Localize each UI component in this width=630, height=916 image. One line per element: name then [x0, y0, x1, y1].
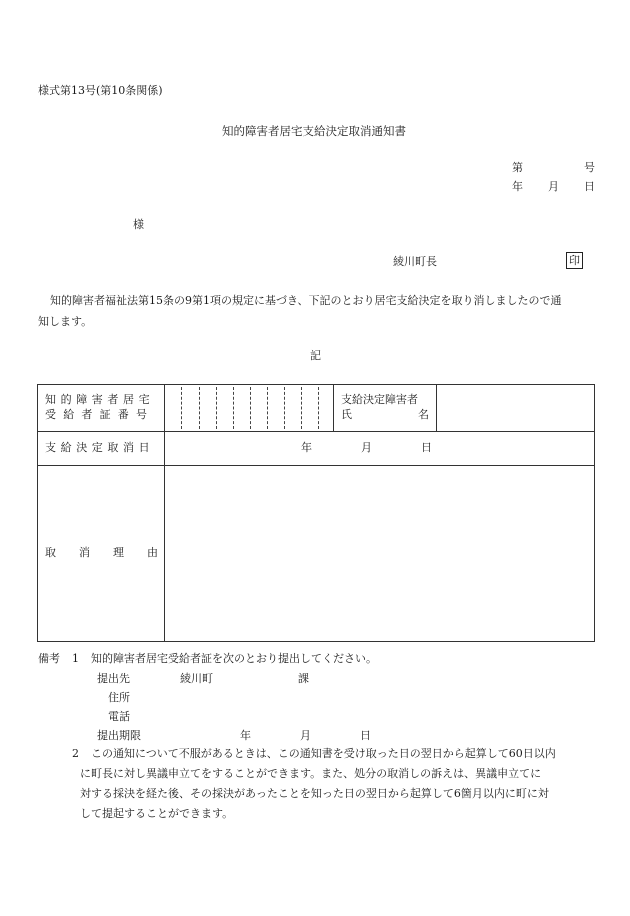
- address-label: 住所: [108, 691, 130, 704]
- revocation-reason-label: 取消理由: [45, 546, 181, 559]
- deadline-label: 提出期限: [97, 729, 141, 742]
- digit-divider: [199, 387, 200, 429]
- note-2-line4: して提起することができます。: [80, 807, 234, 820]
- issuer-name: 綾川町長: [393, 255, 437, 268]
- phone-label: 電話: [108, 710, 130, 723]
- doc-number-suffix: 号: [584, 161, 595, 174]
- digit-divider: [181, 387, 182, 429]
- form-number: 様式第13号(第10条関係): [38, 84, 163, 97]
- revocation-date-month: 月: [361, 441, 372, 454]
- document-title: 知的障害者居宅支給決定取消通知書: [222, 124, 406, 138]
- deadline-month: 月: [300, 729, 311, 742]
- digit-divider: [216, 387, 217, 429]
- seal-mark: 印: [566, 252, 583, 269]
- date-day: 日: [584, 180, 595, 193]
- revocation-date-label: 支給決定取消日: [45, 441, 155, 454]
- holder-label-line1: 支給決定障害者: [341, 393, 418, 406]
- note-2-line1: この通知について不服があるときは、この通知書を受け取った日の翌日から起算して60日以内: [91, 747, 556, 760]
- note-2-line2: に町長に対し異議申立てをすることができます。また、処分の取消しの訴えは、異議申立てに: [80, 767, 542, 780]
- certificate-number-label-line2: 受給者証番号: [45, 408, 155, 421]
- note-1-text: 知的障害者居宅受給者証を次のとおり提出してください。: [91, 652, 377, 665]
- date-month: 月: [548, 180, 559, 193]
- digit-divider: [250, 387, 251, 429]
- ki-heading: 記: [310, 349, 321, 362]
- table-row-divider: [38, 431, 594, 432]
- revocation-date-day: 日: [421, 441, 432, 454]
- body-text-line2: 知します。: [38, 315, 93, 328]
- deadline-day: 日: [360, 729, 371, 742]
- note-2-number: 2: [72, 747, 79, 760]
- date-year: 年: [512, 180, 523, 193]
- holder-label-line2: [341, 408, 429, 422]
- digit-divider: [267, 387, 268, 429]
- holder-label-char: 名: [418, 408, 429, 421]
- submit-to-label: 提出先: [97, 672, 130, 685]
- digit-divider: [233, 387, 234, 429]
- digit-divider: [318, 387, 319, 429]
- submit-to-section: 課: [298, 672, 309, 685]
- submit-to-town: 綾川町: [180, 672, 213, 685]
- doc-number-prefix: 第: [512, 161, 523, 174]
- digit-divider: [284, 387, 285, 429]
- digit-divider: [301, 387, 302, 429]
- revocation-date-year: 年: [301, 441, 312, 454]
- body-text-line1: 知的障害者福祉法第15条の9第1項の規定に基づき、下記のとおり居宅支給決定を取り消しましたので通: [50, 294, 562, 307]
- table-column-divider: [333, 385, 334, 431]
- notes-heading: 備考: [38, 652, 60, 665]
- certificate-number-label-line1: 知的障害者居宅: [45, 393, 155, 406]
- deadline-year: 年: [240, 729, 251, 742]
- table-column-divider: [436, 385, 437, 431]
- table-row-divider: [38, 465, 594, 466]
- note-1-number: 1: [72, 652, 79, 665]
- table-label-column-divider: [164, 385, 165, 641]
- holder-label-char: 氏: [341, 408, 352, 421]
- info-table: [37, 384, 595, 642]
- addressee-suffix: 様: [133, 218, 144, 231]
- note-2-line3: 対する採決を経た後、その採決があったことを知った日の翌日から起算して6箇月以内に町に対: [80, 787, 549, 800]
